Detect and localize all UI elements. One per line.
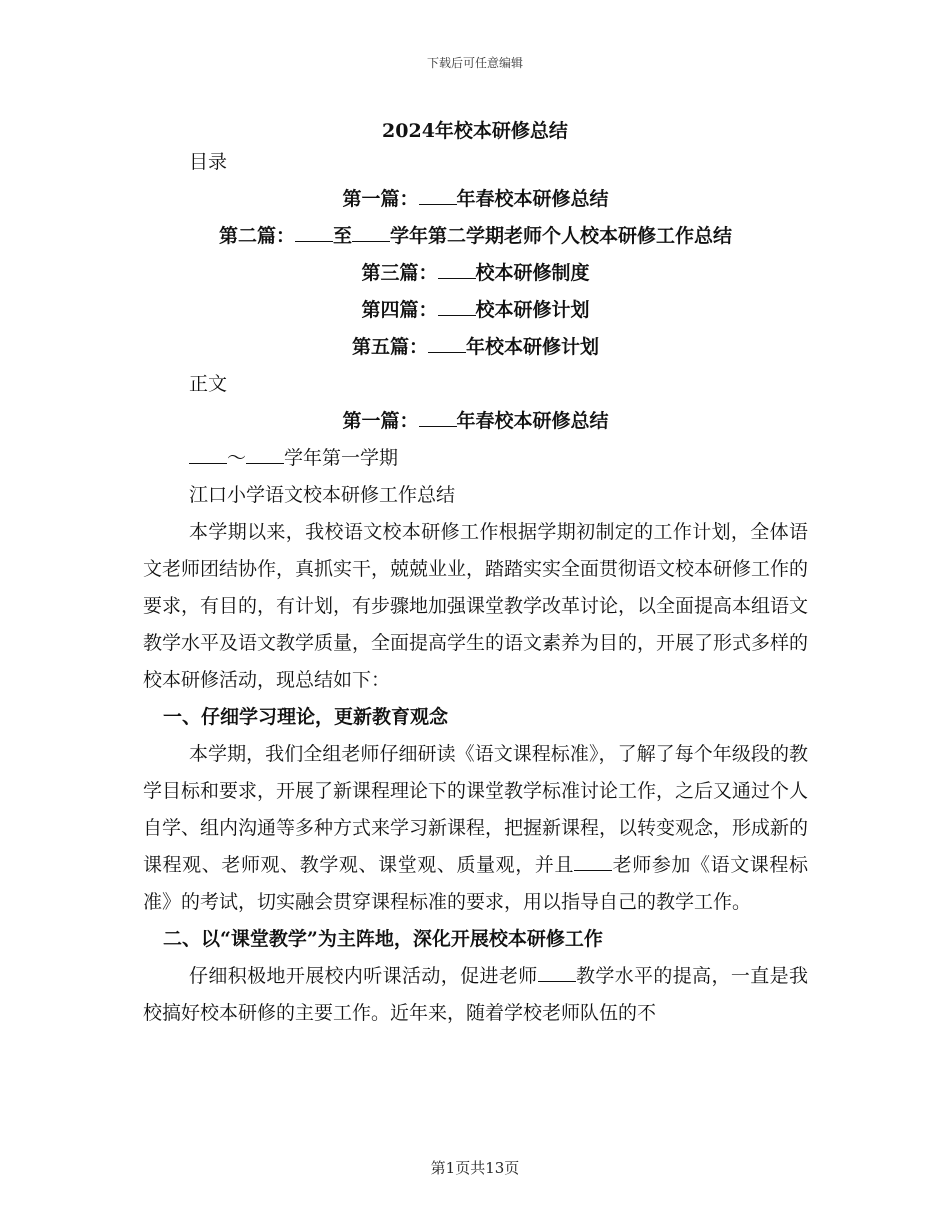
toc-item-1[interactable] — [143, 181, 808, 218]
blank-line — [419, 408, 457, 427]
term-text: 学年第一学期 — [284, 447, 399, 469]
blank-line — [189, 445, 227, 464]
blank-line — [352, 223, 390, 242]
blank-line — [574, 852, 612, 871]
intro-paragraph: 本学期以来，我校语文校本研修工作根据学期初制定的工作计划，全体语文老师团结协作，真抓实干，兢兢业业，踏踏实实全面贯彻语文校本研修工作的要求，有目的，有计划，有步骤地加强课堂教学改革讨论，以全面提高本组语文教学水平及语文教学质量，全面提高学生的语文素养为目的，开展了形式多样的校本研修活动，现总结如下： — [143, 521, 809, 691]
chapter-heading — [143, 403, 808, 440]
chapter-heading-prefix: 第一篇： — [342, 410, 419, 432]
blank-line — [438, 260, 476, 279]
report-subtitle: 江口小学语文校本研修工作总结 — [189, 484, 456, 506]
blank-line — [428, 334, 466, 353]
section-1-paragraph — [143, 736, 808, 921]
toc-item-5[interactable] — [143, 329, 808, 366]
section-1-text-b: 老师参加《语文课程标准》的考试，切实融会贯穿课程标准的要求，用以指导自己的教学工作。 — [143, 854, 808, 913]
toc-label: 目录 — [189, 151, 228, 173]
blank-line — [295, 223, 333, 242]
toc-item-prefix: 第四篇： — [361, 299, 438, 321]
blank-line — [419, 186, 457, 205]
toc-item-suffix: 校本研修制度 — [475, 262, 590, 284]
blank-line — [246, 445, 284, 464]
section-2-heading: 二、以“课堂教学”为主阵地，深化开展校本研修工作 — [163, 928, 603, 950]
toc-item-suffix: 校本研修计划 — [475, 299, 590, 321]
body-label: 正文 — [189, 373, 228, 395]
toc-item-suffix: 学年第二学期老师个人校本研修工作总结 — [390, 225, 733, 247]
section-2-text-a: 仔细积极地开展校内听课活动，促进老师 — [189, 965, 538, 987]
toc-item-prefix: 第二篇： — [218, 225, 295, 247]
toc-item-prefix: 第三篇： — [361, 262, 438, 284]
term-separator: ～ — [227, 447, 247, 469]
toc-item-middle: 至 — [332, 225, 352, 247]
chapter-heading-suffix: 年春校本研修总结 — [456, 410, 609, 432]
toc-item-3[interactable] — [143, 255, 808, 292]
section-1-text-a: 本学期，我们全组老师仔细研读《语文课程标准》，了解了每个年级段的教学目标和要求，开展了新课程理论下的课堂教学标准讨论工作，之后又通过个人自学、组内沟通等多种方式来学习新课程，把握新课程，以转变观念，形成新的课程观、老师观、教学观、课堂观、质量观，并且 — [143, 743, 809, 876]
toc-item-4[interactable] — [143, 292, 808, 329]
term-line — [143, 440, 808, 477]
section-2-paragraph — [143, 958, 808, 1032]
blank-line — [438, 297, 476, 316]
document-body — [143, 144, 808, 1032]
page-number-footer: 第1页共13页 — [430, 1159, 520, 1177]
toc-item-prefix: 第一篇： — [342, 188, 419, 210]
section-2-text-b: 教学水平的提高，一直是我校搞好校本研修的主要工作。近年来，随着学校老师队伍的不 — [143, 965, 808, 1024]
blank-line — [538, 963, 576, 982]
document-title: 2024年校本研修总结 — [382, 120, 568, 142]
section-1-heading: 一、仔细学习理论，更新教育观念 — [163, 706, 449, 728]
toc-item-prefix: 第五篇： — [351, 336, 428, 358]
toc-item-2[interactable] — [143, 218, 808, 255]
toc-item-suffix: 年校本研修计划 — [466, 336, 600, 358]
header-note: 下载后可任意编辑 — [426, 56, 523, 70]
toc-item-suffix: 年春校本研修总结 — [456, 188, 609, 210]
